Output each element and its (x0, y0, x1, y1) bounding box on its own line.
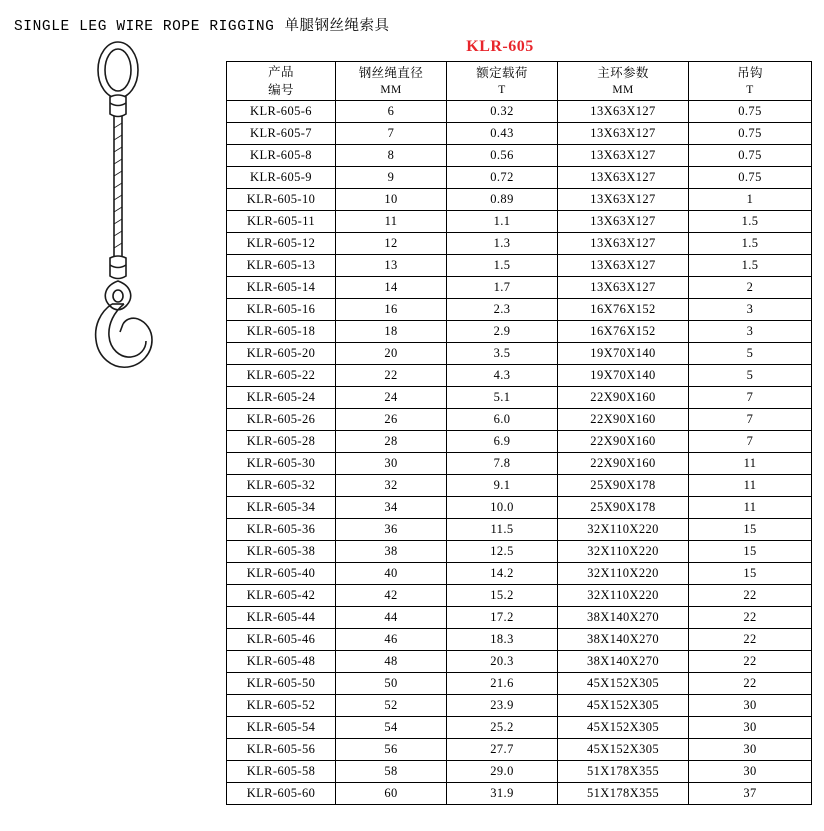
table-cell: KLR-605-10 (227, 189, 336, 211)
table-cell: 45X152X305 (558, 739, 689, 761)
table-cell: 45X152X305 (558, 673, 689, 695)
table-row (227, 717, 812, 739)
table-cell: 19X70X140 (558, 343, 689, 365)
page-title-chinese: 单腿钢丝绳索具 (284, 18, 390, 34)
table-cell: 7 (689, 387, 812, 409)
table-row (227, 541, 812, 563)
table-cell: 5.1 (447, 387, 558, 409)
table-cell: 9 (336, 167, 447, 189)
table-cell: 29.0 (447, 761, 558, 783)
table-cell: KLR-605-38 (227, 541, 336, 563)
specification-table (226, 61, 812, 805)
table-cell: 60 (336, 783, 447, 805)
table-cell: 6 (336, 101, 447, 123)
table-cell: 38 (336, 541, 447, 563)
table-row (227, 343, 812, 365)
table-cell: KLR-605-32 (227, 475, 336, 497)
table-row (227, 783, 812, 805)
table-cell: 30 (336, 453, 447, 475)
table-cell: 51X178X355 (558, 761, 689, 783)
table-row (227, 431, 812, 453)
table-cell: KLR-605-8 (227, 145, 336, 167)
table-cell: 48 (336, 651, 447, 673)
table-cell: 46 (336, 629, 447, 651)
table-cell: 3 (689, 299, 812, 321)
table-cell: KLR-605-46 (227, 629, 336, 651)
table-cell: 12.5 (447, 541, 558, 563)
table-cell: 1.5 (689, 211, 812, 233)
table-cell: 30 (689, 761, 812, 783)
table-row (227, 629, 812, 651)
page-title-english: SINGLE LEG WIRE ROPE RIGGING (14, 19, 275, 35)
table-cell: 14.2 (447, 563, 558, 585)
table-cell: 12 (336, 233, 447, 255)
table-cell: 22 (689, 673, 812, 695)
table-cell: 0.75 (689, 145, 812, 167)
table-cell: 28 (336, 431, 447, 453)
table-cell: KLR-605-36 (227, 519, 336, 541)
table-cell: 11 (689, 475, 812, 497)
table-cell: 27.7 (447, 739, 558, 761)
table-cell: KLR-605-28 (227, 431, 336, 453)
table-cell: 0.89 (447, 189, 558, 211)
table-cell: KLR-605-24 (227, 387, 336, 409)
table-cell: 31.9 (447, 783, 558, 805)
table-cell: 22X90X160 (558, 409, 689, 431)
table-row (227, 453, 812, 475)
table-cell: KLR-605-7 (227, 123, 336, 145)
table-cell: 1.5 (447, 255, 558, 277)
table-row (227, 365, 812, 387)
table-row (227, 651, 812, 673)
table-cell: 15 (689, 519, 812, 541)
column-header-product-code: 产品 编号 (227, 62, 336, 101)
table-row (227, 673, 812, 695)
table-body (227, 101, 812, 805)
table-code-label: KLR-605 (466, 38, 534, 55)
table-cell: 0.75 (689, 167, 812, 189)
table-cell: 13X63X127 (558, 167, 689, 189)
table-cell: 2.3 (447, 299, 558, 321)
table-row (227, 387, 812, 409)
table-cell: 25.2 (447, 717, 558, 739)
table-cell: 58 (336, 761, 447, 783)
table-cell: 32 (336, 475, 447, 497)
table-row (227, 695, 812, 717)
table-row (227, 101, 812, 123)
table-cell: 13X63X127 (558, 123, 689, 145)
table-cell: 40 (336, 563, 447, 585)
table-cell: KLR-605-26 (227, 409, 336, 431)
table-cell: 0.72 (447, 167, 558, 189)
table-cell: KLR-605-20 (227, 343, 336, 365)
table-cell: KLR-605-14 (227, 277, 336, 299)
table-cell: 45X152X305 (558, 717, 689, 739)
table-cell: 18.3 (447, 629, 558, 651)
table-cell: 14 (336, 277, 447, 299)
column-header-master-link: 主环参数 MM (558, 62, 689, 101)
table-cell: 3.5 (447, 343, 558, 365)
table-cell: KLR-605-50 (227, 673, 336, 695)
table-cell: 11 (336, 211, 447, 233)
table-cell: 25X90X178 (558, 497, 689, 519)
table-row (227, 563, 812, 585)
table-cell: 45X152X305 (558, 695, 689, 717)
table-cell: KLR-605-56 (227, 739, 336, 761)
table-row (227, 519, 812, 541)
table-cell: 56 (336, 739, 447, 761)
table-cell: 18 (336, 321, 447, 343)
table-row (227, 167, 812, 189)
table-cell: KLR-605-34 (227, 497, 336, 519)
table-cell: 19X70X140 (558, 365, 689, 387)
table-cell: 7 (689, 409, 812, 431)
table-cell: 2 (689, 277, 812, 299)
table-cell: 23.9 (447, 695, 558, 717)
table-cell: 10 (336, 189, 447, 211)
table-cell: 7.8 (447, 453, 558, 475)
table-cell: 42 (336, 585, 447, 607)
table-cell: 1 (689, 189, 812, 211)
table-cell: 13X63X127 (558, 189, 689, 211)
table-cell: 5 (689, 343, 812, 365)
table-row (227, 497, 812, 519)
table-cell: 5 (689, 365, 812, 387)
table-row (227, 739, 812, 761)
table-cell: 13X63X127 (558, 145, 689, 167)
table-cell: 11.5 (447, 519, 558, 541)
table-cell: 25X90X178 (558, 475, 689, 497)
table-row (227, 299, 812, 321)
table-cell: KLR-605-44 (227, 607, 336, 629)
table-cell: 15 (689, 563, 812, 585)
table-cell: 8 (336, 145, 447, 167)
table-cell: 7 (689, 431, 812, 453)
table-cell: KLR-605-12 (227, 233, 336, 255)
table-row (227, 255, 812, 277)
table-cell: 15.2 (447, 585, 558, 607)
table-cell: 2.9 (447, 321, 558, 343)
table-cell: KLR-605-13 (227, 255, 336, 277)
table-cell: KLR-605-16 (227, 299, 336, 321)
table-cell: 1.7 (447, 277, 558, 299)
table-cell: 4.3 (447, 365, 558, 387)
table-cell: 1.3 (447, 233, 558, 255)
table-cell: 22 (336, 365, 447, 387)
table-cell: 32X110X220 (558, 519, 689, 541)
table-cell: 11 (689, 453, 812, 475)
table-row (227, 233, 812, 255)
column-header-rated-load: 额定载荷 T (447, 62, 558, 101)
table-cell: KLR-605-54 (227, 717, 336, 739)
table-cell: 38X140X270 (558, 651, 689, 673)
table-cell: 0.43 (447, 123, 558, 145)
table-row (227, 211, 812, 233)
table-row (227, 321, 812, 343)
table-cell: 22X90X160 (558, 431, 689, 453)
table-cell: KLR-605-30 (227, 453, 336, 475)
table-row (227, 145, 812, 167)
table-cell: 17.2 (447, 607, 558, 629)
table-row (227, 761, 812, 783)
table-cell: 1.1 (447, 211, 558, 233)
table-row (227, 607, 812, 629)
table-cell: 24 (336, 387, 447, 409)
table-cell: 50 (336, 673, 447, 695)
table-row (227, 123, 812, 145)
table-cell: KLR-605-40 (227, 563, 336, 585)
table-cell: 36 (336, 519, 447, 541)
table-cell: 26 (336, 409, 447, 431)
page-title (14, 14, 389, 35)
table-cell: 13X63X127 (558, 211, 689, 233)
table-cell: KLR-605-60 (227, 783, 336, 805)
table-cell: 13 (336, 255, 447, 277)
table-cell: 32X110X220 (558, 585, 689, 607)
table-cell: KLR-605-42 (227, 585, 336, 607)
table-cell: 30 (689, 695, 812, 717)
table-cell: 1.5 (689, 255, 812, 277)
table-cell: KLR-605-22 (227, 365, 336, 387)
table-cell: 44 (336, 607, 447, 629)
table-cell: 20 (336, 343, 447, 365)
table-cell: 22X90X160 (558, 453, 689, 475)
table-row (227, 277, 812, 299)
table-cell: 7 (336, 123, 447, 145)
table-cell: 0.56 (447, 145, 558, 167)
table-cell: 0.32 (447, 101, 558, 123)
table-cell: 32X110X220 (558, 563, 689, 585)
table-cell: 0.75 (689, 123, 812, 145)
table-cell: 11 (689, 497, 812, 519)
table-cell: 30 (689, 717, 812, 739)
table-cell: 20.3 (447, 651, 558, 673)
table-cell: 10.0 (447, 497, 558, 519)
table-cell: 51X178X355 (558, 783, 689, 805)
table-cell: 22 (689, 629, 812, 651)
table-cell: 16X76X152 (558, 299, 689, 321)
table-cell: 30 (689, 739, 812, 761)
table-cell: 13X63X127 (558, 277, 689, 299)
table-cell: 16 (336, 299, 447, 321)
table-cell: 38X140X270 (558, 629, 689, 651)
table-cell: 13X63X127 (558, 101, 689, 123)
table-cell: 15 (689, 541, 812, 563)
table-cell: KLR-605-11 (227, 211, 336, 233)
table-header-row (227, 62, 812, 101)
table-cell: KLR-605-18 (227, 321, 336, 343)
table-cell: 38X140X270 (558, 607, 689, 629)
table-cell: 54 (336, 717, 447, 739)
table-cell: 16X76X152 (558, 321, 689, 343)
table-cell: 13X63X127 (558, 255, 689, 277)
table-row (227, 409, 812, 431)
table-cell: 22 (689, 585, 812, 607)
table-cell: 6.9 (447, 431, 558, 453)
table-cell: 34 (336, 497, 447, 519)
column-header-hook: 吊钩 T (689, 62, 812, 101)
table-cell: 22 (689, 607, 812, 629)
table-cell: KLR-605-52 (227, 695, 336, 717)
table-cell: KLR-605-58 (227, 761, 336, 783)
table-cell: KLR-605-6 (227, 101, 336, 123)
table-cell: 37 (689, 783, 812, 805)
table-cell: 9.1 (447, 475, 558, 497)
table-cell: 32X110X220 (558, 541, 689, 563)
table-row (227, 585, 812, 607)
column-header-rope-diameter: 钢丝绳直径 MM (336, 62, 447, 101)
table-cell: 13X63X127 (558, 233, 689, 255)
table-row (227, 475, 812, 497)
single-leg-wire-rope-sling-diagram (60, 40, 210, 380)
table-cell: KLR-605-48 (227, 651, 336, 673)
table-cell: KLR-605-9 (227, 167, 336, 189)
table-cell: 52 (336, 695, 447, 717)
table-cell: 22 (689, 651, 812, 673)
table-cell: 3 (689, 321, 812, 343)
table-cell: 1.5 (689, 233, 812, 255)
table-cell: 22X90X160 (558, 387, 689, 409)
table-cell: 6.0 (447, 409, 558, 431)
table-cell: 0.75 (689, 101, 812, 123)
table-row (227, 189, 812, 211)
table-cell: 21.6 (447, 673, 558, 695)
